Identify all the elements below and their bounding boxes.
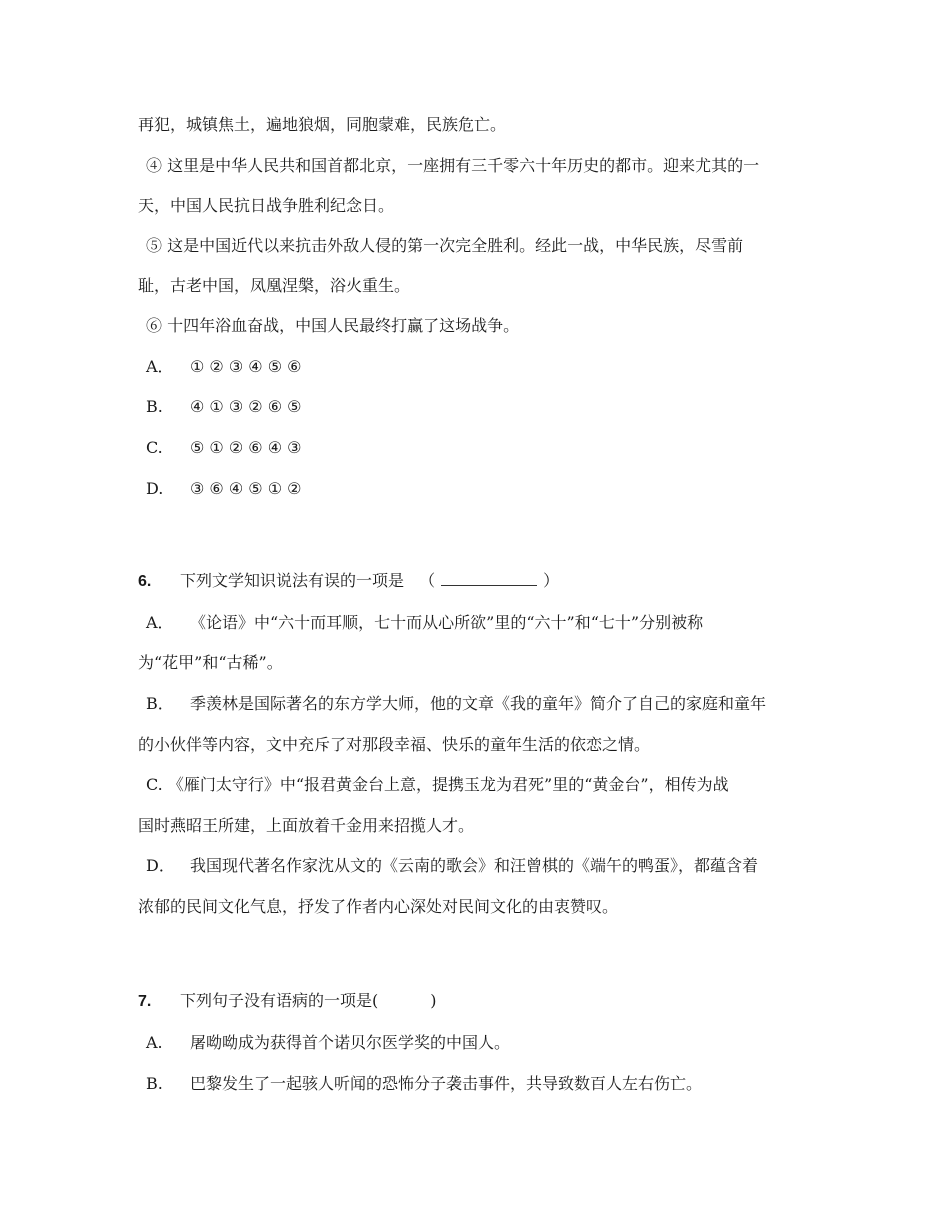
option-letter: C. — [146, 438, 163, 457]
option-letter: A． — [146, 357, 174, 376]
option-letter: B. — [146, 1074, 163, 1093]
q6-option-a-line2: 为“花甲”和“古稀”。 — [138, 653, 283, 672]
q6-option-b-line2: 的小伙伴等内容，文中充斥了对那段幸福、快乐的童年生活的依恋之情。 — [138, 735, 651, 754]
question-stem: 下列句子没有语病的一项是( — [180, 991, 379, 1010]
q6-option-d-line2: 浓郁的民间文化气息，抒发了作者内心深处对民间文化的由衷赞叹。 — [138, 897, 619, 916]
q5-sentence-4-line2: 天，中国人民抗日战争胜利纪念日。 — [138, 196, 395, 215]
question-stem: 下列文学知识说法有误的一项是 — [180, 571, 405, 590]
option-text: 季羡林是国际著名的东方学大师，他的文章《我的童年》简介了自己的家庭和童年 — [190, 694, 767, 713]
option-text: 《论语》中“六十而耳顺，七十而从心所欲”里的“六十”和“七十”分别被称 — [190, 613, 704, 632]
question-number: 6. — [138, 573, 152, 590]
q5-option-d[interactable] — [146, 479, 836, 499]
q6-option-c-line1[interactable]: C. 《雁门太守行》中“报君黄金台上意，提携玉龙为君死”里的“黄金台”，相传为战 — [146, 775, 729, 794]
option-text: 巴黎发生了一起骇人听闻的恐怖分子袭击事件，共导致数百人左右伤亡。 — [190, 1074, 703, 1093]
paren-close: ） — [543, 571, 560, 590]
q5-sentence-4-line1: ④ 这里是中华人民共和国首都北京，一座拥有三千零六十年历史的都市。迎来尤其的一 — [146, 156, 760, 175]
q6-option-d-line1[interactable] — [146, 856, 836, 876]
option-text: 我国现代著名作家沈从文的《云南的歌会》和汪曾棋的《端午的鸭蛋》，都蕴含着 — [190, 856, 759, 875]
paren-close: ) — [430, 991, 437, 1010]
q7-option-a[interactable] — [146, 1033, 836, 1053]
option-letter: A． — [146, 613, 174, 632]
q6-heading — [138, 571, 559, 592]
q5-option-b[interactable] — [146, 397, 836, 417]
q7-heading — [138, 991, 437, 1012]
option-letter: B. — [146, 397, 163, 416]
option-letter: D． — [146, 856, 175, 875]
q5-sentence-6: ⑥ 十四年浴血奋战，中国人民最终打赢了这场战争。 — [146, 316, 520, 335]
option-letter: A. — [146, 1033, 163, 1052]
paren-open: （ — [419, 571, 436, 590]
option-sequence: ③ ⑥ ④ ⑤ ① ② — [190, 479, 302, 498]
q6-option-c-line2: 国时燕昭王所建，上面放着千金用来招揽人才。 — [138, 816, 475, 835]
option-sequence: ④ ① ③ ② ⑥ ⑤ — [190, 397, 302, 416]
q5-sentence-3-tail: 再犯，城镇焦土，遍地狼烟，同胞蒙难，民族危亡。 — [138, 115, 507, 134]
answer-blank[interactable] — [441, 571, 537, 586]
q5-sentence-5-line1: ⑤ 这是中国近代以来抗击外敌人侵的第一次完全胜利。经此一战，中华民族，尽雪前 — [146, 236, 744, 255]
option-sequence: ⑤ ① ② ⑥ ④ ③ — [190, 438, 302, 457]
option-sequence: ① ② ③ ④ ⑤ ⑥ — [190, 357, 302, 376]
option-text: 屠呦呦成为获得首个诺贝尔医学奖的中国人。 — [190, 1033, 511, 1052]
q6-option-b-line1[interactable] — [146, 694, 836, 714]
question-number: 7. — [138, 993, 152, 1010]
q5-option-c[interactable] — [146, 438, 836, 458]
q5-sentence-5-line2: 耻，古老中国，凤凰涅槃，浴火重生。 — [138, 276, 411, 295]
q7-option-b[interactable] — [146, 1074, 836, 1094]
option-letter: B． — [146, 694, 174, 713]
q6-option-a-line1[interactable] — [146, 613, 836, 633]
option-letter: D. — [146, 479, 164, 498]
q5-option-a[interactable] — [146, 357, 836, 377]
